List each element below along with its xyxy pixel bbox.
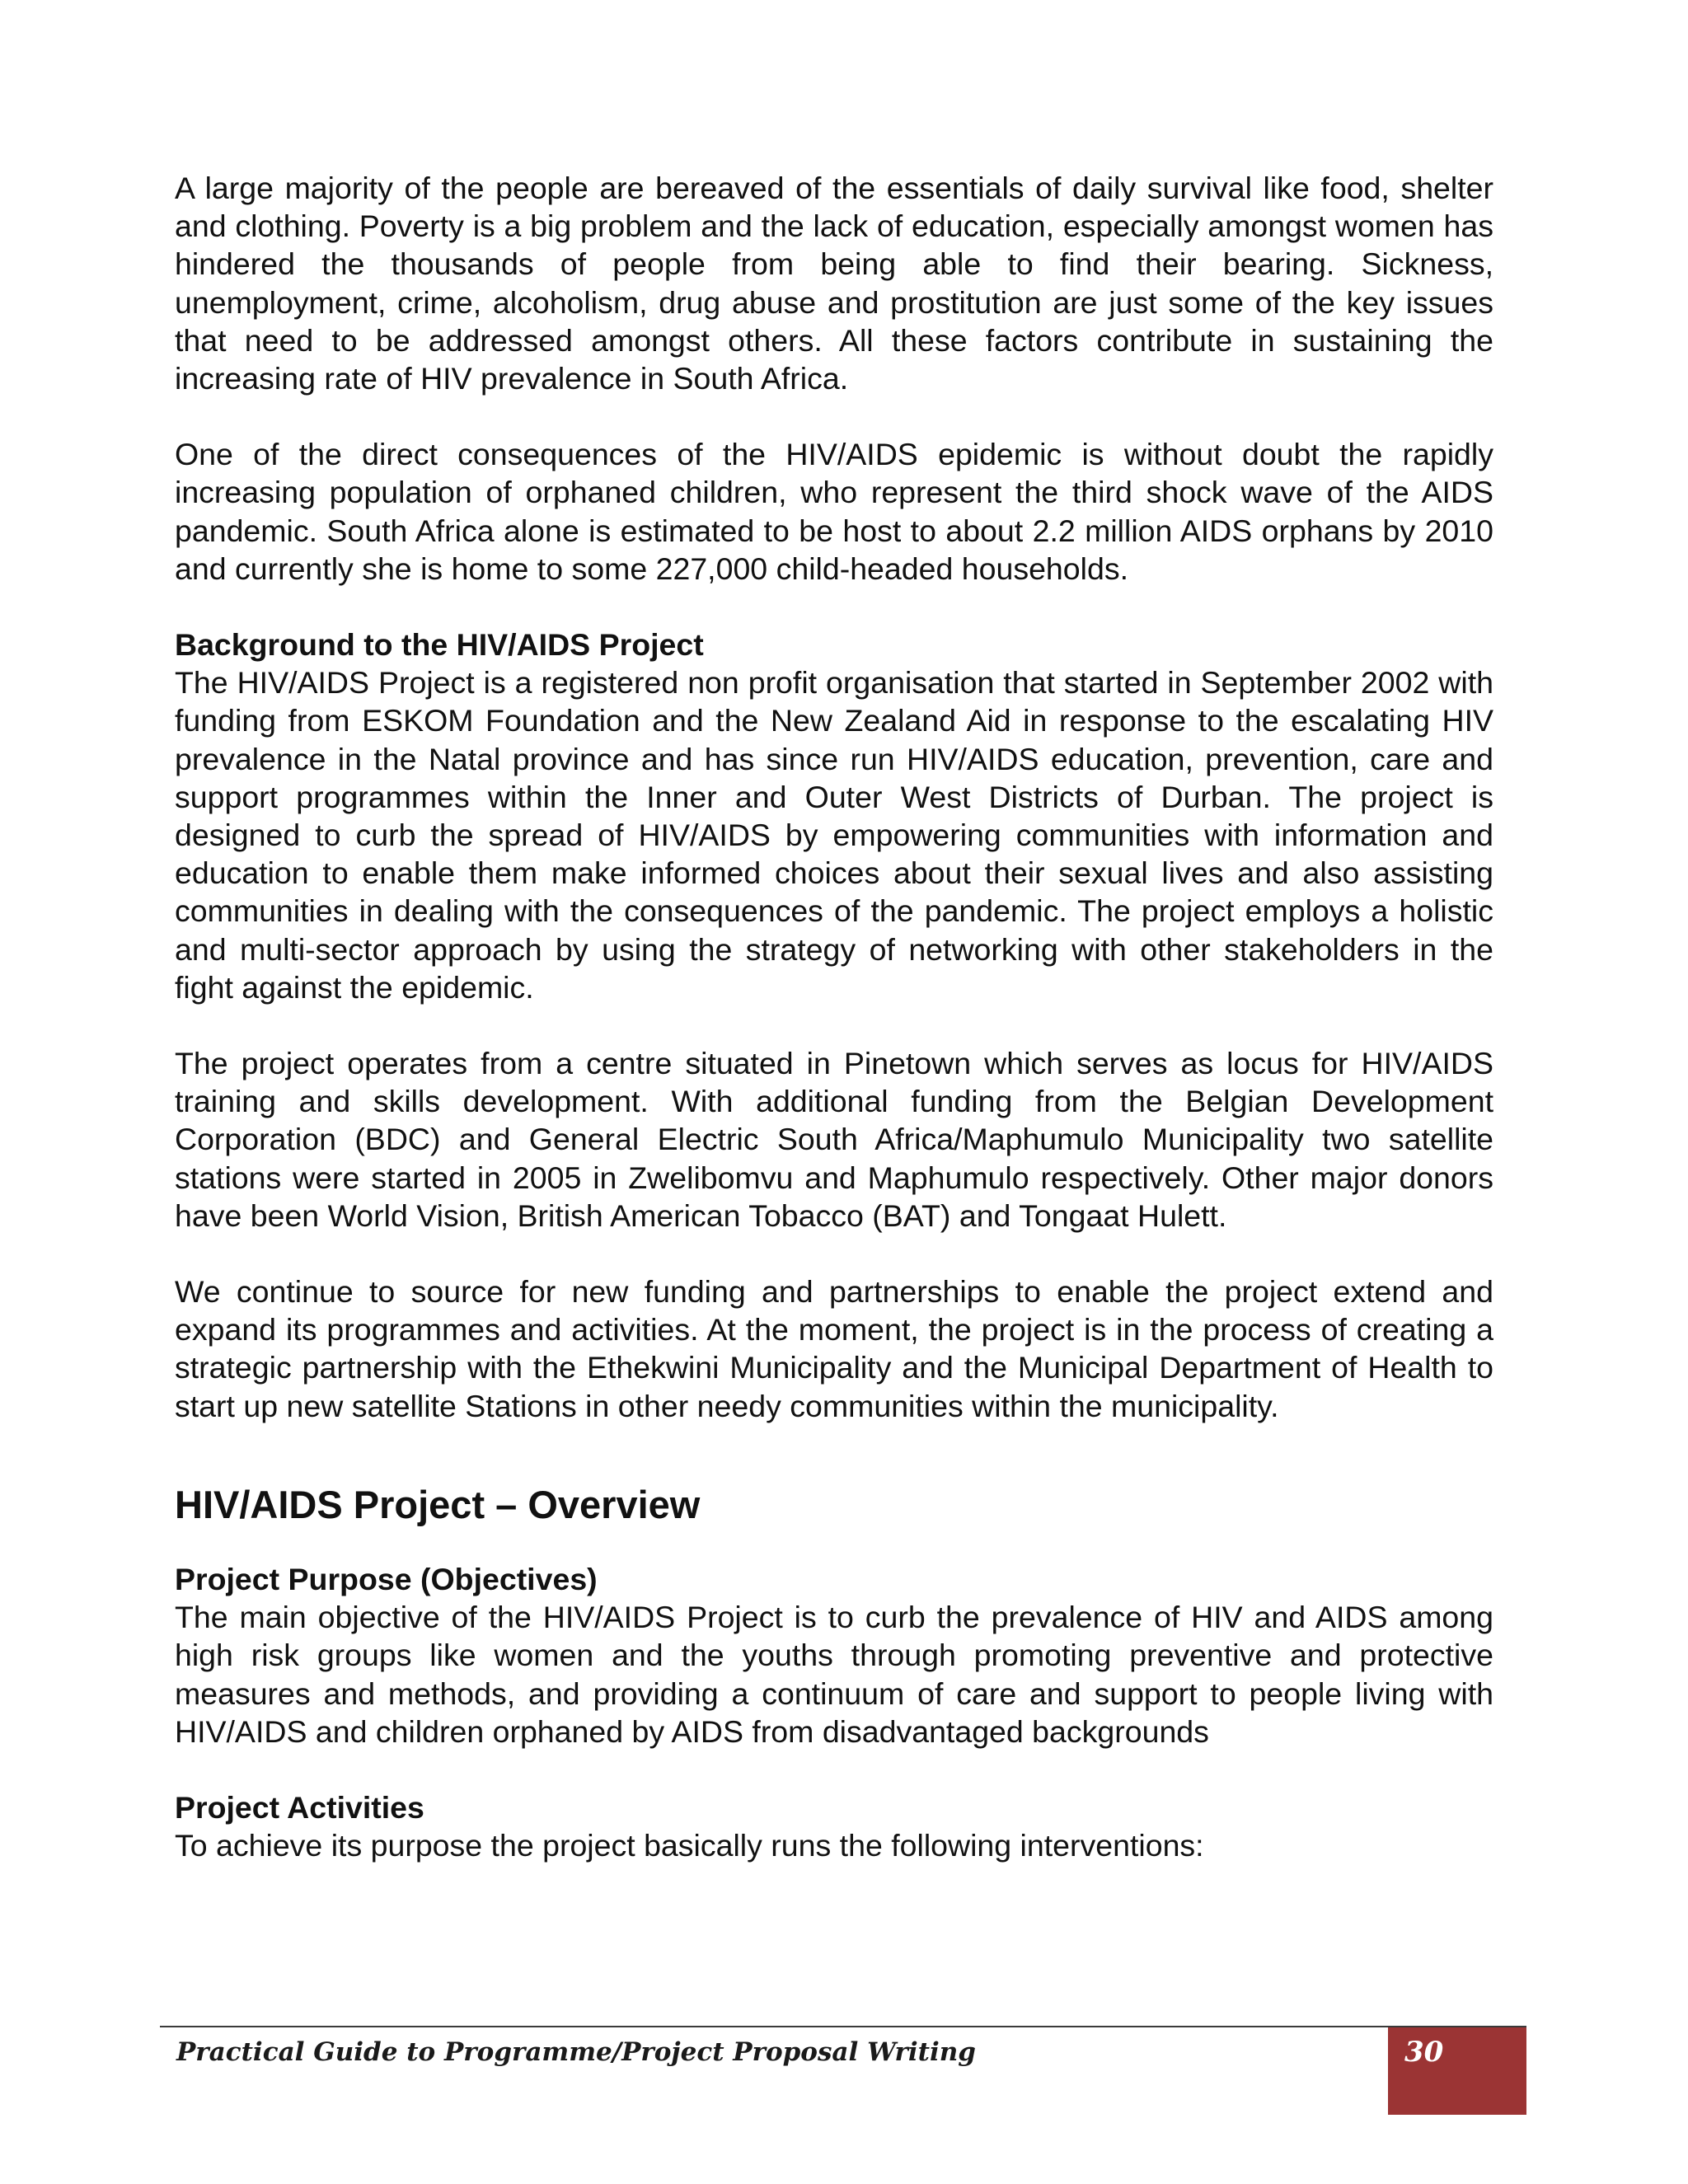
purpose-heading: Project Purpose (Objectives) — [175, 1561, 598, 1596]
background-paragraph-2: The project operates from a centre situated in Pinetown which serves as locus for HIV/AIDS training and skills development. With additional funding from the Belgian Development Corporation (BDC) and General Electric South Africa/Maphumulo Municipality two satellite stations were started in 2005 in Zwelibomvu and Maphumulo respectively. Other major donors have been World Vision, British American Tobacco (BAT) and Tongaat Hulett. — [175, 1046, 1493, 1233]
background-paragraph-1: The HIV/AIDS Project is a registered non profit organisation that started in September 2002 with funding from ESKOM Foundation and the New Zealand Aid in response to the escalating HIV prevalence in the Natal province and has since run HIV/AIDS education, prevention, care and support programmes within the Inner and Outer West Districts of Durban. The project is designed to curb the spread of HIV/AIDS by empowering communities with information and education to enable them make informed choices about their sexual lives and also assisting communities in dealing with the consequences of the pandemic. The project employs a holistic and multi-sector approach by using the strategy of networking with other stakeholders in the fight against the epidemic. — [175, 665, 1493, 1005]
footer-divider — [160, 2026, 1526, 2027]
background-heading: Background to the HIV/AIDS Project — [175, 627, 704, 663]
intro-paragraph-2: One of the direct consequences of the HIV/AIDS epidemic is without doubt the rapidly increasing population of orphaned children, who represent the third shock wave of the AIDS pandemic. South Africa alone is estimated to be host to about 2.2 million AIDS orphans by 2010 and currently she is home to some 227,000 child-headed households. — [175, 437, 1493, 586]
intro-paragraph-1: A large majority of the people are bereaved of the essentials of daily survival like food, shelter and clothing. Poverty is a big problem and the lack of education, especially amongst women has hindered the thousands of people from being able to find their bearing. Sickness, unemployment, crime, alcoholism, drug abuse and prostitution are just some of the key issues that need to be addressed amongst others. All these factors contribute in sustaining the increasing rate of HIV prevalence in South Africa. — [175, 171, 1493, 396]
page-content — [175, 169, 1493, 1864]
purpose-paragraph: The main objective of the HIV/AIDS Project is to curb the prevalence of HIV and AIDS among high risk groups like women and the youths through promoting preventive and protective measures and methods, and providing a continuum of care and support to people living with HIV/AIDS and children orphaned by AIDS from disadvantaged backgrounds — [175, 1600, 1493, 1749]
activities-heading: Project Activities — [175, 1789, 424, 1825]
overview-title: HIV/AIDS Project – Overview — [175, 1482, 701, 1526]
page-number: 30 — [1404, 2036, 1444, 2069]
background-paragraph-3: We continue to source for new funding and partnerships to enable the project extend and expand its programmes and activities. At the moment, the project is in the process of creating a strategic partnership with the Ethekwini Municipality and the Municipal Department of Health to start up new satellite Stations in other needy communities within the municipality. — [175, 1274, 1493, 1423]
activities-paragraph: To achieve its purpose the project basically runs the following interventions: — [175, 1828, 1204, 1863]
page-number-box — [1388, 2027, 1526, 2115]
footer-title: Practical Guide to Programme/Project Proposal Writing — [176, 2037, 976, 2067]
